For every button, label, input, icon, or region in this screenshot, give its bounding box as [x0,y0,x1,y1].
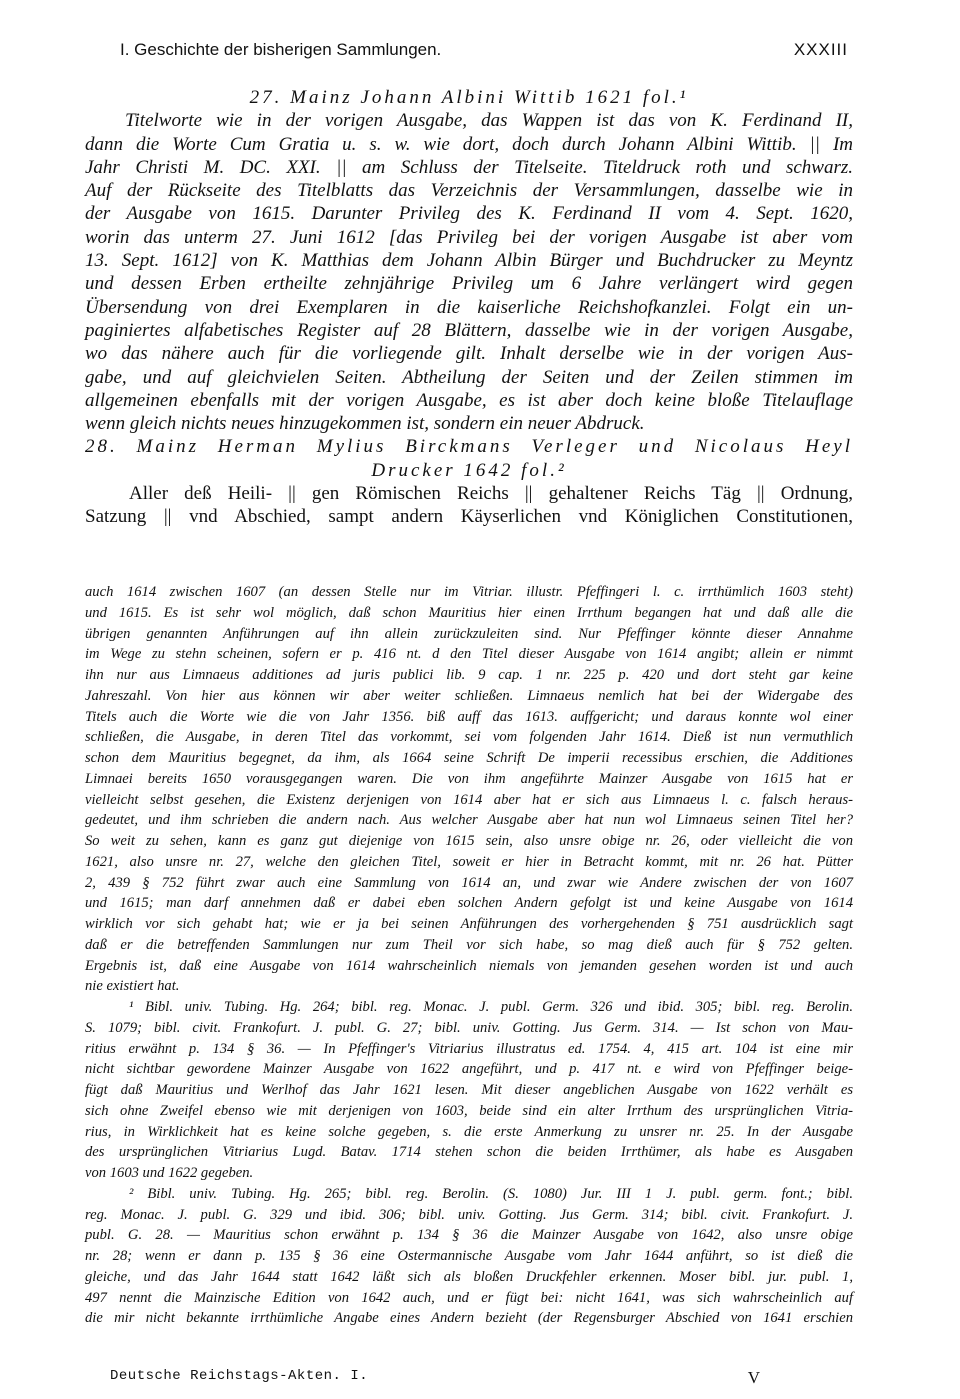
page-number: XXXIII [793,40,848,59]
footnote-line: reg. Monac. J. publ. G. 329 und ibid. 306; bibl. univ. Gotting. Jus Germ. 314; bibl. civit. Frankofurt. J. [85,1206,853,1223]
running-header [120,40,848,66]
footnote-line: auch 1614 zwischen 1607 (an dessen Stelle nur im Vitriar. illustr. Pfeffingeri l. c. irrthümlich 1603 steht) [85,584,853,600]
main-text-block [85,86,853,529]
footnote-line: übrigen genannten Anführungen auf ihn allein zurückzuleiten sind. Nur Pfeffinger könnte dieser Annahme [85,625,853,642]
footnote-line: ¹ Bibl. univ. Tubing. Hg. 264; bibl. reg. Monac. J. publ. Germ. 326 und ibid. 305; bibl. reg. Berolin. [129,999,853,1015]
footnote-line: wirklich vor sich gehabt hat; wie er ja bei seinen Anführungen des vorhergehenden § 751 ausdrücklich sagt [85,916,853,932]
footnote-line: nicht sichtbar gewordene Mainzer Ausgabe von 1622 angeführt, und p. 417 nt. e wird von Pfeffinger beige- [85,1061,853,1078]
body-text-line: paginiertes alfabetisches Register auf 28 Blättern, dasselbe wie in der vorigen Ausgabe, [85,319,853,341]
body-text-line: 13. Sept. 1612] von K. Matthias dem Johann Albin Bürger und Buchdrucker zu Meyntz [85,250,853,272]
body-text-line: Auf der Rückseite des Titelblatts das Verzeichnis der Versammlungen, dasselbe wie in [85,180,853,202]
footnote-line: Titels auch die Worte wie die von Jahr 1356. biß auff das 1613. auffgericht; und daraus konnte wol einer [85,708,853,725]
footnote-line: ritius erwähnt p. 134 § 36. — In Pfeffinger's Vitriarius illustratus ed. 1754. 4, 415 art. 104 ist eine mir [85,1040,853,1057]
body-text-line: 28. Mainz Herman Mylius Birckmans Verleger und Nicolaus Heyl [85,436,853,458]
footnote-line: daß er die betreffenden Sammlungen nur zum Theil vor sich habe, so mag dieß auch für § 752 gelten. [85,936,853,953]
body-text-line: wo das nähere auch für die vorliegende gilt. Inhalt derselbe wie in der vorigen Aus- [85,343,853,365]
body-text-line: Drucker 1642 fol.² [371,459,567,481]
footnotes-block [85,582,853,1329]
body-text-line: wenn gleich nichts neues hinzugekommen ist, sondern ein neuer Abdruck. [85,413,645,435]
footnote-line: Jahreszahl. Von hier aus können wir aber weiter schließen. Limnaeus nemlich hat bei der Widergabe des [85,687,853,704]
sheet-signature: Deutsche Reichstags-Akten. I. [110,1368,369,1384]
footnote-line: schließen, die Ausgabe, in deren Titel das vorkommt, sei vom folgenden Jahr 1614. Dieß ist nun vermuthlich [85,729,853,746]
footnote-line: ihn nur aus Limnaeus additiones ad juris publici lib. 9 cap. 1 nr. 225 p. 420 und dort steht gar keine [85,667,853,683]
page-footer [110,1368,760,1388]
body-text-line: 27. Mainz Johann Albini Wittib 1621 fol.¹ [249,87,689,108]
footnote-line: Ergebnis ist, daß eine Ausgabe von 1614 wahrscheinlich niemals von jemanden gesehen worden ist und auch [85,957,853,974]
footnote-line: 497 nennt die Mainzische Edition von 1642 auch, und er fügt bei: nicht 1641, was sich wahrscheinlich auf [85,1289,853,1306]
body-text-line: allgemeinen ebenfalls mit der vorigen Ausgabe, es ist aber doch keine bloße Titelauflage [85,389,853,411]
footnote-line: schon dem Mauritius begegnet, da ihm, als 1664 seine Schrift De imperii recessibus erschien, die Additiones [85,750,853,766]
body-text-line: und dessen Erben ertheilte zehnjährige Privileg um 6 Jahre verlängert wird gegen [85,273,853,295]
body-text-line: Satzung || vnd Abschied, sampt andern Käyserlichen vnd Königlichen Constitutionen, [85,506,853,528]
footnote-line: S. 1079; bibl. civit. Frankofurt. J. publ. G. 27; bibl. univ. Gotting. Jus Germ. 314. — Ist schon von Mau- [85,1019,853,1036]
footnote-line: des ursprünglichen Vitriarius Lugd. Batav. 1714 stehen schon die beiden Irrthümer, als habe es Ausgaben [85,1144,853,1161]
body-text-line: dann die Worte Cum Gratia u. s. w. wie dort, doch durch Johann Albini Wittib. || Im [85,133,853,155]
footnote-line: publ. G. 28. — Mauritius schon erwähnt p. 134 § 36 die Mainzer Ausgabe von 1642, also unsre obige [85,1227,853,1244]
footnote-line: im Wege zu stehn scheinen, sofern er p. 416 nt. d den Titel dieser Ausgabe von 1614 angibt; allein er nimmt [85,646,853,663]
footnote-line: rius, in Wirklichkeit hat es keine solche gegeben, s. die erste Anmerkung zu unsrer nr. 25. In der Ausgabe [85,1123,853,1140]
footnote-line: Limnaei bereits 1650 vorausgegangen waren. Die von ihm angeführte Mainzer Ausgabe von 1615 hat er [85,770,853,787]
body-text-line: Aller deß Heili- || gen Römischen Reichs || gehaltener Reichs Täg || Ordnung, [129,483,853,505]
footnote-line: ² Bibl. univ. Tubing. Hg. 265; bibl. reg. Berolin. (S. 1080) Jur. III 1 J. publ. germ. font.; bibl. [129,1185,853,1202]
footnote-line: 2, 439 § 752 führt zwar auch eine Sammlung von 1614 an, und zwar wie Andere zwischen der von 1607 [85,874,853,891]
body-text-line: der Ausgabe von 1615. Darunter Privileg des K. Ferdinand II vom 4. Sept. 1620, [85,203,853,225]
footnote-line: nie existiert hat. [85,978,180,995]
footnote-line: die mir nicht bekannte irrthümliche Angabe eines Andern bezieht (der Regensburger Abschied von 1641 erschien [85,1310,853,1327]
footnote-line: vielleicht selbst gesehen, die Existenz derjenigen von 1614 aber hat er sich aus Limnaeus l. c. falsch heraus- [85,791,853,808]
footnote-line: und 1615; man darf annehmen daß er dabei eben solchen Andern gefolgt ist und keine Ausgabe von 1614 [85,895,853,912]
footnote-line: und 1615. Es ist sehr wol möglich, daß schon Mauritius hier einen Irrthum begangen hat und daß alle die [85,604,853,621]
body-text-line: Jahr Christi M. DC. XXI. || am Schluss der Titelseite. Titeldruck roth und schwarz. [85,156,853,178]
body-text-line: Titelworte wie in der vorigen Ausgabe, das Wappen ist das von K. Ferdinand II, [125,110,853,132]
footnote-line: sich ohne Zweifel ebenso wie mit derjenigen von 1603, beide sind ein alter Irrthum des ursprünglichen Vitria- [85,1102,853,1119]
footnote-line: gedeutet, und ihm schrieben die andern nach. Aus welcher Ausgabe aber hat nun wol Limnaeus seinen Titel her? [85,812,853,829]
body-text-line: Übersendung von drei Exemplaren in die kaiserliche Reichshofkanzlei. Folgt ein un- [85,296,853,318]
footnote-line: von 1603 und 1622 gegeben. [85,1165,254,1181]
body-text-line: gabe, und auf gleichvielen Seiten. Abtheilung der Seiten und der Zeilen stimmen im [85,366,853,388]
footnote-line: nr. 28; wenn er dann p. 135 § 36 eine Ostermannische Ausgabe vom Jahr 1644 anführt, so ist dieß die [85,1248,853,1264]
body-text-line: worin das unterm 27. Juni 1612 [das Privileg bei der vorigen Ausgabe ist aber vom [85,226,853,248]
footnote-line: So weit zu sehen, kann es ganz gut diejenige von 1615 sein, also unsre obige nr. 26, oder vielleicht die von [85,833,853,849]
sheet-mark: V [747,1368,760,1387]
footnote-line: fügt daß Mauritius und Werlhof das Jahr 1621 lesen. Mit dieser angeblichen Ausgabe von 1622 verhält es [85,1082,853,1098]
footnote-line: gleiche, und das Jahr 1644 statt 1642 läßt sich als bloßen Druckfehler erkennen. Moser bibl. jur. publ. 1, [85,1268,853,1285]
section-title: I. Geschichte der bisherigen Sammlungen. [120,40,442,59]
footnote-line: 1621, also unsre nr. 27, welche den gleichen Titel, soweit er hier in Betracht kommt, mit nr. 26 hat. Pütter [85,853,853,870]
